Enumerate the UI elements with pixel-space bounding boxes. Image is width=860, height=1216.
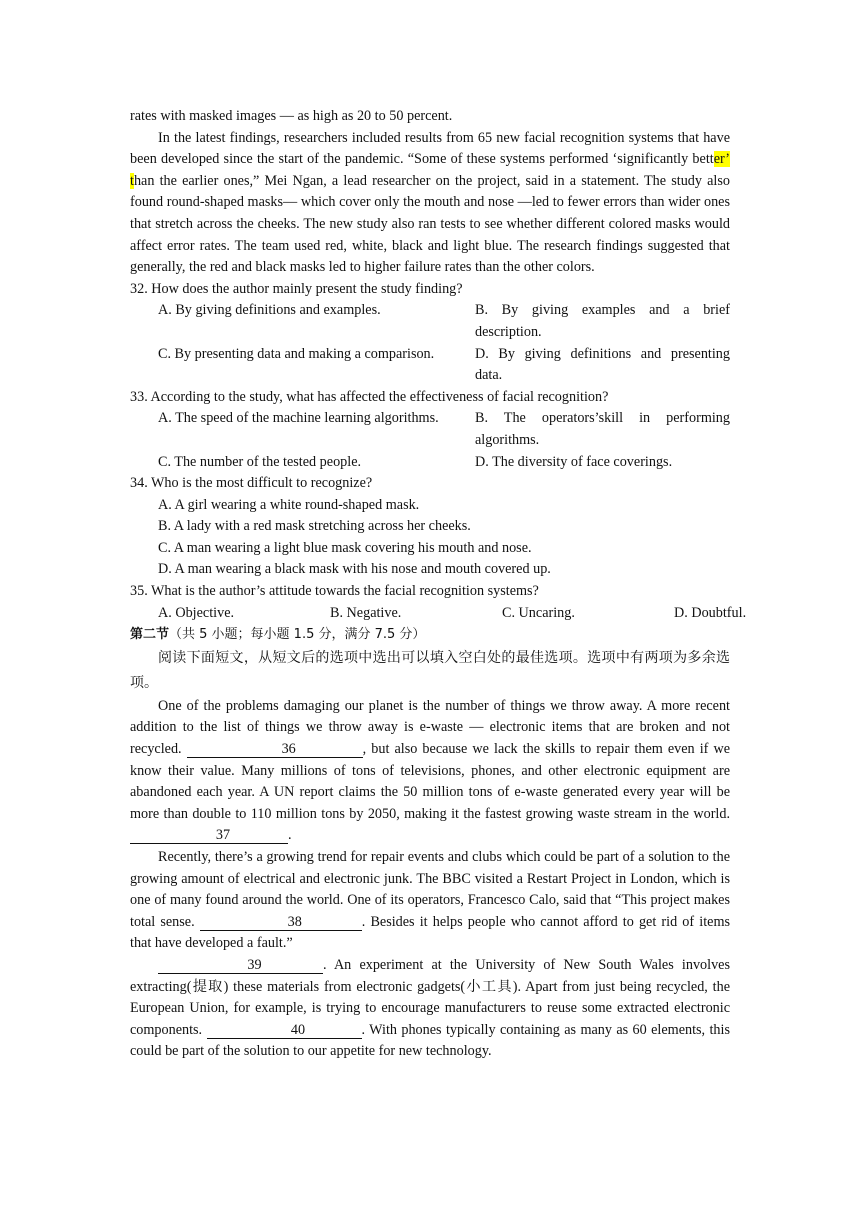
- passage-line: rates with masked images — as high as 20 to 50 percent.: [130, 108, 453, 124]
- blank-38[interactable]: 38: [200, 914, 362, 931]
- option-d: D. A man wearing a black mask with his nose and mouth covered up.: [158, 561, 551, 578]
- option-row: [130, 603, 747, 625]
- passage-text: . With phones typically containing as many as 60 elements, this could be part of the solution to our appetite for new technology.: [130, 1021, 730, 1060]
- passage-text: . Besides it helps people who cannot afford to get rid of items that have developed a fault.”: [130, 913, 730, 952]
- passage-text: , but also because we lack the skills to repair them even if we know their value. Many millions of tons of televisions, phones, and other electronic equipment are abandoned each year. A UN report claims the 50 million tons of e-waste generated every year will be more than double to 110 million tons by 2050, making it the fastest growing waste stream in the world.: [130, 741, 730, 822]
- option-row: [130, 408, 730, 451]
- question-stem: 34. Who is the most difficult to recognize?: [130, 475, 373, 492]
- section-instruction: 阅读下面短文，从短文后的选项中选出可以填入空白处的最佳选项。选项中有两项为多余选项。: [130, 649, 730, 691]
- option-c: C. By presenting data and making a comparison.: [158, 345, 435, 362]
- question-stem: 32. How does the author mainly present the study finding?: [130, 280, 463, 297]
- option-c: C. The number of the tested people.: [158, 453, 362, 470]
- passage-paragraph: [130, 847, 730, 955]
- option-b: B. Negative.: [330, 604, 402, 621]
- highlighted-text: er’ t: [130, 151, 730, 189]
- option-row: [130, 344, 730, 387]
- question-stem: 33. According to the study, what has affected the effectiveness of facial recognition?: [130, 388, 609, 405]
- option-b: B. A lady with a red mask stretching across her cheeks.: [158, 518, 471, 535]
- passage-paragraph: [130, 696, 730, 847]
- blank-39[interactable]: 39: [158, 957, 323, 974]
- option-row: [130, 300, 730, 343]
- option-a: A. By giving definitions and examples.: [158, 302, 381, 319]
- blank-36[interactable]: 36: [187, 741, 363, 758]
- option-d: D. Doubtful.: [674, 604, 747, 621]
- blank-40[interactable]: 40: [207, 1022, 362, 1039]
- document-page: [130, 106, 747, 1063]
- section-note: （共 5 小题；每小题 1.5 分，满分 7.5 分）: [169, 627, 426, 643]
- option-b: B. By giving examples and a brief description.: [475, 302, 730, 340]
- passage-paragraph: [130, 955, 730, 1063]
- question-stem: 35. What is the author’s attitude towards the facial recognition systems?: [130, 583, 539, 600]
- option-a: A. The speed of the machine learning algorithms.: [158, 410, 439, 427]
- option-d: D. The diversity of face coverings.: [475, 453, 673, 470]
- option-b: B. The operators’skill in performing algorithms.: [475, 410, 730, 448]
- passage-text: One of the problems damaging our planet is the number of things we throw away. A more recent addition to the list of things we throw away is e-waste — electronic items that are broken and not recycled.: [130, 697, 730, 758]
- passage-text: .: [288, 827, 292, 844]
- option-d: D. By giving definitions and presenting data.: [475, 345, 730, 384]
- section-heading: [130, 624, 730, 646]
- option-c: C. A man wearing a light blue mask covering his mouth and nose.: [158, 539, 532, 556]
- passage-paragraph: [130, 128, 730, 279]
- option-a: A. A girl wearing a white round-shaped mask.: [158, 496, 420, 513]
- option-a: A. Objective.: [158, 604, 235, 621]
- blank-37[interactable]: 37: [130, 827, 288, 844]
- passage-text: In the latest findings, researchers included results from 65 new facial recognition systems that have been developed since the start of the pandemic. “Some of these systems performed ‘significantly bett: [130, 129, 730, 168]
- option-c: C. Uncaring.: [502, 604, 575, 621]
- section-title: 第二节: [130, 627, 170, 643]
- passage-text: . An experiment at the University of New South Wales involves extracting(提取) these materials from electronic gadgets(小工具). Apart from just being recycled, the European Union, for example, is trying to encourage manufacturers to reuse some extracted electronic components.: [130, 956, 730, 1038]
- option-row: [130, 452, 730, 474]
- passage-text: Recently, there’s a growing trend for repair events and clubs which could be part of a solution to the growing amount of electrical and electronic junk. The BBC visited a Restart Project in London, which is one of many found around the world. One of its operators, Francesco Calo, said that “This project makes total sense.: [130, 849, 730, 930]
- passage-text: han the earlier ones,” Mei Ngan, a lead researcher on the project, said in a statement. The study also found round-shaped masks— which cover only the mouth and nose —led to fewer errors than wider ones that stretch across the cheeks. The new study also ran tests to see whether different colored masks would affect error rates. The team used red, white, black and light blue. The research findings suggested that generally, the red and black masks led to higher failure rates than the other colors.: [130, 172, 730, 276]
